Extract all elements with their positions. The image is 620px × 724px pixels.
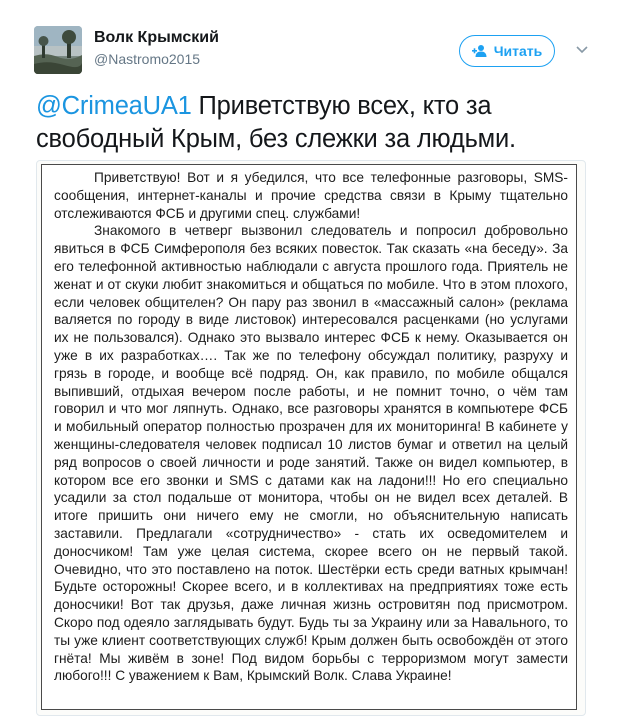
document-paragraph: Знакомого в четверг вызвонил следователь и попросил добровольно явиться в ФСБ Симферополя без всяких повесток. Так сказать «на беседу». За его телефонной активностью наблюдали с августа прошлого года. Приятель не женат и от скуки любит знакомиться и общаться по мобиле. Что в этом плохого, если человек общителен? Он пару раз звонил в «массажный салон» (реклама валяется по городу в виде листовок) интересовался расценками (но услугами их не пользовался). Однако это вызвало интерес ФСБ к нему. Оказывается он уже в их разработках…. Так же по телефону обсуждал политику, разруху и грязь в городе, и вообще всё подряд. Он, как правило, по мобиле общался выпивший, отдыхая вечером после работы, и не помнит точно, о чём там говорил и что мог ляпнуть. Однако, все разговоры хранятся в компьютере ФСБ и мобильный оператор полностью прозрачен для их мониторинга! В кабинете у женщины-следователя человек подписал 10 листов бумаг и ответил на целый ряд вопросов о своей личности и роде занятий. Также он видел компьютер, в котором все его звонки и SMS с датами как на ладони!!! Но его специально усадили за стол подальше от монитора, чтобы он не видел всех деталей. В итоге пришить они ничего ему не смогли, но объяснительную написать заставили. Предлагали «сотрудничество» - стать их осведомителем и доносчиком! Там уже целая система, скорее всего он не первый такой. Очевидно, что это поставлено на поток. Шестёрки есть среди ватных крымчан! Будьте осторожны! Скорее всего, и в коллективах на предприятиях тоже есть доносчики! Вот так друзья, даже личная жизнь островитян под присмотром. Скоро под одеяло заглядывать будут. Будь ты за Украину или за Навального, то ты уже клиент соответствующих служб! Крым должен быть освобождён от этого гнёта! Мы живём в зоне! Под видом борьбы с терроризмом могут замести любого!!! С уважением к Вам, Крымский Волк. Слава Украине!	[54, 223, 568, 684]
chevron-down-icon[interactable]	[574, 42, 590, 58]
tweet-text	[36, 90, 596, 156]
tweet-photo[interactable]	[36, 160, 586, 716]
avatar[interactable]	[34, 26, 82, 74]
person-plus-icon	[472, 44, 488, 58]
avatar-landscape-icon	[34, 26, 82, 74]
document-text	[54, 169, 568, 685]
document-paragraph: Приветствую! Вот и я убедился, что все телефонные разговоры, SMS-сообщения, интернет-каналы и прочие средства связи в Крыму тщательно отслеживаются ФСБ и другими спец. службами!	[54, 170, 568, 221]
author-handle[interactable]: @Nastromo2015	[94, 51, 201, 67]
follow-button-label: Читать	[493, 43, 543, 59]
mention-link[interactable]: @CrimeaUA1	[36, 92, 192, 120]
tweet-body: Приветствую всех, кто за свободный Крым, без слежки за людьми.	[36, 92, 516, 153]
tweet-header	[0, 0, 620, 86]
author-name[interactable]: Волк Крымский	[94, 29, 219, 46]
follow-button[interactable]	[459, 35, 555, 67]
document-frame	[41, 164, 577, 710]
